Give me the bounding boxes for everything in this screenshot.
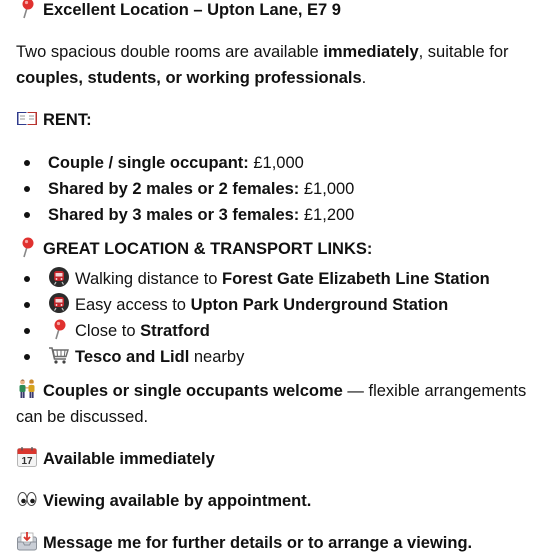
eyes-icon [16,488,38,510]
rent-value: £1,200 [299,206,355,224]
list-item [16,266,490,292]
list-item [16,176,354,202]
location-text: Easy access to [75,296,191,314]
list-item [16,292,490,318]
couples-bold: Couples or single occupants welcome [43,382,343,400]
shopping-cart-icon [48,344,70,366]
viewing-text: Viewing available by appointment. [43,492,312,510]
listing-title-row [16,0,341,23]
metro-icon [48,292,70,314]
list-item [16,202,354,228]
location-text: Close to [75,322,141,340]
rent-label: Couple / single occupant: [48,154,249,172]
listing-title: Excellent Location – Upton Lane, E7 9 [43,1,341,19]
location-heading-row [16,236,372,262]
intro-text: . [361,69,367,87]
round-pushpin-icon [16,236,38,258]
location-bold: Tesco and Lidl [75,348,190,366]
location-bold: Forest Gate Elizabeth Line Station [222,270,490,288]
location-bold: Upton Park Underground Station [190,296,449,314]
inbox-tray-icon [16,530,38,552]
intro-bold-audience: couples, students, or working professionals [16,69,362,87]
metro-icon [48,266,70,288]
calendar-icon [16,446,38,468]
location-text: nearby [189,348,245,366]
list-item [16,344,490,370]
round-pushpin-icon [48,318,70,340]
location-heading: GREAT LOCATION & TRANSPORT LINKS: [43,240,373,258]
viewing-row [16,488,311,514]
list-item [16,150,354,176]
available-row [16,446,215,472]
list-item [16,318,490,344]
intro-paragraph [16,39,541,91]
intro-bold-immediately: immediately [323,43,419,61]
location-text: Walking distance to [75,270,223,288]
location-list [16,266,490,370]
open-book-icon [16,107,38,129]
calendar-day: 17 [21,456,33,467]
couples-text: can be discussed. [16,408,149,426]
intro-text: , suitable for [418,43,509,61]
rent-heading: RENT: [43,111,92,129]
rent-value: £1,000 [248,154,304,172]
message-text: Message me for further details or to arrange a viewing. [43,534,473,552]
location-bold: Stratford [140,322,210,340]
intro-text: Two spacious double rooms are available [16,43,324,61]
rent-label: Shared by 3 males or 3 females: [48,206,300,224]
rent-value: £1,000 [299,180,355,198]
round-pushpin-icon [16,0,38,19]
rent-list [16,150,354,228]
message-row [16,530,472,556]
rent-label: Shared by 2 males or 2 females: [48,180,300,198]
available-text: Available immediately [43,450,215,468]
couples-paragraph [16,378,541,430]
couples-text: — flexible arrangements [342,382,527,400]
couple-icon [16,378,38,400]
rent-heading-row [16,107,92,133]
